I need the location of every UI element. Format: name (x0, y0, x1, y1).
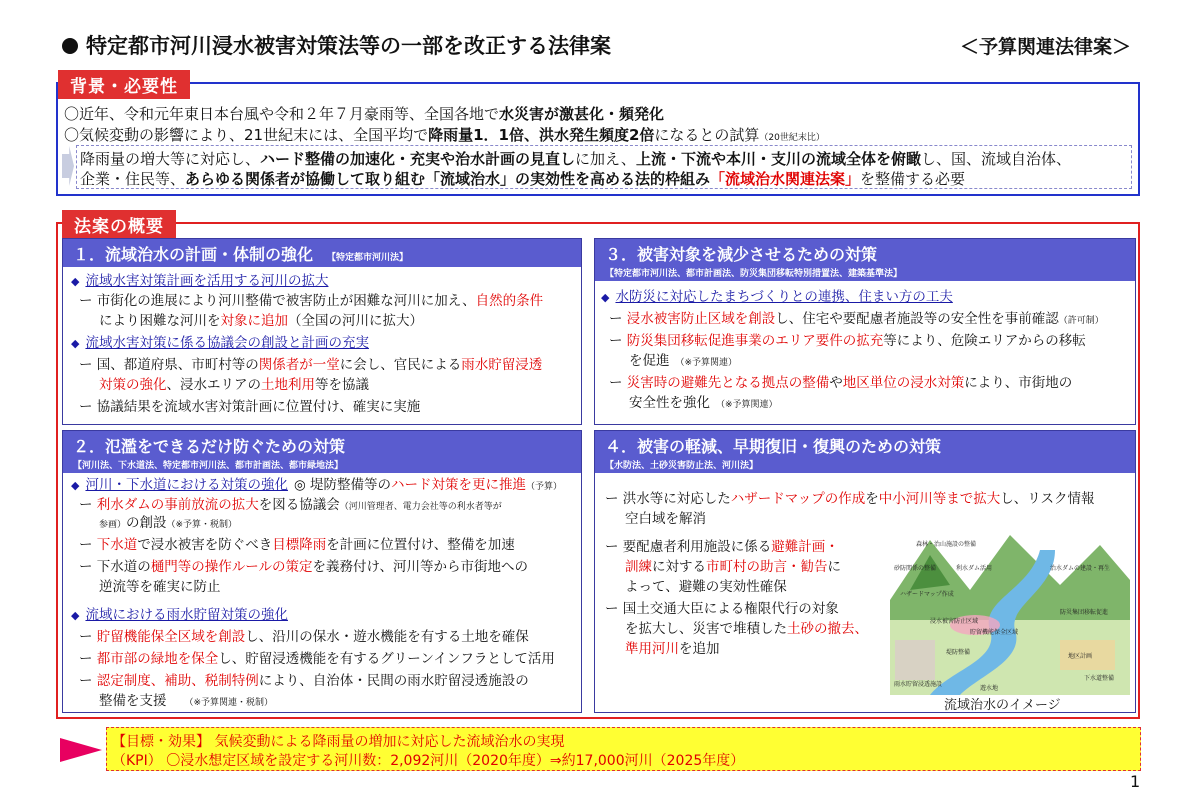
background-line-2 (64, 124, 825, 145)
text-highlight: 貯留機能保全区域を創設 (96, 629, 246, 645)
diamond-icon: ◆ (71, 275, 80, 288)
item-row (605, 489, 1095, 509)
text: 降雨量の増大等に対応し、 (80, 150, 261, 168)
item-row (625, 577, 787, 597)
item-row (79, 291, 543, 311)
item-row (99, 577, 221, 597)
panel-2 (62, 430, 582, 713)
text-note: （許可制） (1058, 316, 1104, 326)
text: により、自治体・民間の雨水貯留浸透施設の (258, 673, 529, 689)
text: ー (79, 537, 97, 553)
text: 空白域を解消 (625, 511, 706, 527)
text: を義務付け、河川等から市街地への (312, 559, 528, 575)
text: し、沿川の保水・遊水機能を有する土地を確保 (245, 629, 529, 645)
text-highlight: 地区単位の浸水対策 (842, 375, 965, 391)
item-row (609, 373, 1072, 393)
text-highlight: 災害時の避難先となる拠点の整備 (626, 375, 830, 391)
text-emphasis: 上流・下流や本川・支川の流域全体を俯瞰 (635, 150, 921, 168)
text: や (829, 375, 843, 391)
label-dam-use: 利水ダム活用 (956, 565, 993, 572)
arrow-right-icon (60, 738, 102, 762)
item-row (625, 639, 720, 659)
item-row (625, 557, 841, 577)
text: を (865, 491, 879, 507)
item-row (605, 537, 839, 557)
text: し、リスク情報 (1000, 491, 1095, 507)
panel-1 (62, 238, 582, 425)
text: ◎ 堤防整備等の (293, 477, 392, 493)
item-row (629, 351, 737, 373)
text-emphasis: ハード整備の加速化・充実や治水計画の見直し (260, 150, 576, 168)
item-row (625, 509, 706, 529)
text: に対する (652, 559, 706, 575)
text: ー (609, 375, 627, 391)
bullet-icon (62, 38, 78, 54)
item-row (79, 557, 528, 577)
panel-title-text: ４．被害の軽減、早期復旧・復興のための対策 (605, 437, 942, 456)
background-line-1 (64, 103, 664, 124)
page-subtitle: ＜予算関連法律案＞ (960, 36, 1132, 58)
river-basin-illustration (890, 530, 1130, 695)
panel-title (63, 431, 581, 473)
item-row (99, 375, 369, 395)
heading: 流域水害対策計画を活用する河川の拡大 (85, 273, 329, 289)
text: ー 市街化の進展により河川整備で被害防止が困難な河川に加え、 (79, 293, 476, 309)
label-sewer: 下水道整備 (1084, 675, 1115, 682)
text: 、浸水エリアの (166, 377, 261, 393)
label-levee: 堤防整備 (946, 649, 971, 656)
text-highlight: 防災集団移転促進事業のエリア要件の拡充 (626, 333, 884, 349)
text: ー (79, 629, 97, 645)
text: 安全性を強化 (629, 395, 710, 411)
text-note: （※予算・税制） (166, 520, 238, 530)
panel-title (595, 431, 1135, 473)
heading: 水防災に対応したまちづくりとの連携、住まい方の工夫 (615, 289, 953, 305)
illustration-caption: 流域治水のイメージ (944, 698, 1061, 713)
text: ー 国、都道府県、市町村等の (79, 357, 259, 373)
text: よって、避難の実効性確保 (625, 579, 787, 595)
text: ー (609, 333, 627, 349)
background-label: 背景・必要性 (58, 70, 190, 99)
panel-title-text: ３．被害対象を減少させるための対策 (605, 245, 878, 264)
page-number: 1 (1130, 772, 1141, 791)
text: ー 協議結果を流域水害対策計画に位置付け、確実に実施 (79, 399, 421, 415)
text: ー 要配慮者利用施設に係る (605, 539, 772, 555)
text-highlight: 関係者が一堂 (258, 357, 340, 373)
text-note: （※予算関連） (675, 358, 738, 368)
panel-title (63, 239, 581, 267)
text-highlight: 避難計画・ (771, 539, 839, 555)
label-forest: 森林・治山施設の整備 (916, 541, 977, 548)
kpi-goal: 【目標・効果】 気候変動による降雨量の増加に対応した流域治水の実現 (112, 734, 565, 750)
item-row (625, 619, 868, 639)
label-district: 地区計画 (1068, 653, 1093, 660)
text: で浸水被害を防ぐべき (137, 537, 273, 553)
text: （全国の河川に拡大） (288, 313, 423, 329)
text: により、市街地の (964, 375, 1073, 391)
text-note: （河川管理者、電力会社等の利水者等が (339, 502, 502, 512)
text-highlight: 土砂の撤去、 (787, 621, 868, 637)
diamond-icon: ◆ (71, 609, 80, 622)
text: し、国、流域自治体、 (920, 150, 1071, 168)
label-sabo: 砂防関係の整備 (894, 565, 937, 572)
label-rainwater: 雨水貯留浸透施設 (894, 681, 943, 688)
text: ー (609, 311, 627, 327)
label-hazard-map: ハザードマップ作成 (900, 591, 954, 598)
text-note: 参画） (99, 520, 127, 530)
overview-label: 法案の概要 (62, 210, 176, 239)
item-row (79, 649, 555, 669)
text: ー (79, 651, 97, 667)
label-retention: 遊水地 (980, 685, 999, 692)
item-row (609, 309, 1104, 331)
text-emphasis: あらゆる関係者が協働して取り組む「流域治水」の実効性を高める法的枠組み (185, 170, 711, 188)
text: ー 国土交通大臣による権限代行の対象 (605, 601, 839, 617)
item-row (99, 311, 423, 331)
background-line-3 (80, 148, 1071, 169)
text: し、住宅や要配慮者施設等の安全性を事前確認 (775, 311, 1059, 327)
page-title (62, 30, 611, 60)
text-highlight: 準用河川 (625, 641, 679, 657)
page-title-text: 特定都市河川浸水被害対策法等の一部を改正する法律案 (86, 34, 611, 58)
item-row (609, 331, 1086, 351)
text-emphasis: 水災害が激甚化・頻発化 (499, 105, 665, 123)
panel-3 (594, 238, 1136, 425)
text-note: （20世紀末比） (759, 133, 825, 143)
diamond-icon: ◆ (601, 291, 610, 304)
heading-row (601, 287, 953, 308)
text-highlight: ハザードマップの作成 (730, 491, 866, 507)
item-row (99, 691, 273, 713)
text-highlight: 「流域治水関連法案」 (710, 170, 861, 188)
text: を拡大し、災害で堆積した (625, 621, 787, 637)
item-row (79, 397, 420, 417)
text-note: （※予算関連・税制） (184, 698, 274, 708)
text: を図る協議会 (258, 497, 340, 513)
text-highlight: 訓練 (625, 559, 652, 575)
text: の創設 (126, 515, 167, 531)
heading: 河川・下水道における対策の強化 (85, 477, 288, 493)
panel-title-text: １．流域治水の計画・体制の強化 (73, 245, 314, 264)
text-note: （予算） (526, 482, 563, 492)
text: 〇気候変動の影響により、21世紀末には、全国平均で (64, 126, 429, 144)
text: ー (79, 673, 97, 689)
diamond-icon: ◆ (71, 479, 80, 492)
text: を計画に位置付け、整備を加速 (326, 537, 515, 553)
text-highlight: 目標降雨 (272, 537, 327, 553)
text: を促進 (629, 353, 670, 369)
text-highlight: 自然的条件 (475, 293, 544, 309)
item-row (605, 599, 839, 619)
item-row (79, 671, 529, 691)
text: 企業・住民等、 (80, 170, 186, 188)
item-row (99, 513, 237, 535)
text: を追加 (679, 641, 720, 657)
text: し、貯留浸透機能を有するグリーンインフラとして活用 (218, 651, 555, 667)
heading-row (71, 271, 328, 292)
item-row (79, 355, 542, 375)
item-row (79, 535, 515, 555)
text: 等を協議 (315, 377, 369, 393)
heading-row (71, 333, 369, 354)
text: に会し、官民による (339, 357, 462, 373)
panel-law: 【水防法、土砂災害防止法、河川法】 (605, 461, 759, 471)
text-highlight: ハード対策を更に推進 (391, 477, 527, 493)
text: ー 下水道の (79, 559, 151, 575)
heading: 流域における雨水貯留対策の強化 (85, 607, 288, 623)
text-highlight: 土地利用 (261, 377, 315, 393)
text: に (827, 559, 841, 575)
text-highlight: 市町村の助言・勧告 (706, 559, 828, 575)
text-highlight: 認定制度、補助、税制特例 (96, 673, 259, 689)
text-highlight: 下水道 (96, 537, 138, 553)
text: に加え、 (575, 150, 636, 168)
label-relocation: 防災集団移転促進 (1060, 609, 1109, 616)
text: 整備を支援 (99, 693, 167, 709)
text: ー 洪水等に対応した (605, 491, 731, 507)
city-block (895, 640, 935, 680)
label-dam-build: 治水ダムの建設・再生 (1050, 565, 1111, 572)
text: ー (79, 497, 97, 513)
item-row (79, 627, 529, 647)
panel-title (595, 239, 1135, 281)
kpi-indicator: （KPI） 〇浸水想定区域を設定する河川数：2,092河川（2020年度）⇒約17,000河川（2025年度） (112, 753, 745, 769)
panel-title-text: ２．氾濫をできるだけ防ぐための対策 (73, 437, 346, 456)
text-highlight: 浸水被害防止区域を創設 (626, 311, 776, 327)
panel-law: 【特定都市河川法】 (327, 253, 409, 263)
text: 逆流等を確実に防止 (99, 579, 221, 595)
text-highlight: 利水ダムの事前放流の拡大 (96, 497, 259, 513)
text: により困難な河川を (99, 313, 221, 329)
panel-law: 【特定都市河川法、都市計画法、防災集団移転特別措置法、建築基準法】 (605, 269, 903, 279)
text: 〇近年、令和元年東日本台風や令和２年７月豪雨等、全国各地で (64, 105, 500, 123)
heading: 流域水害対策に係る協議会の創設と計画の充実 (85, 335, 369, 351)
text-highlight: 都市部の緑地を保全 (96, 651, 219, 667)
label-inundation: 浸水被害防止区域 (930, 618, 979, 625)
text-note: （※予算関連） (716, 400, 778, 410)
background-line-4 (80, 168, 965, 189)
text-highlight: 中小河川等まで拡大 (878, 491, 1001, 507)
text-highlight: 対策の強化 (99, 377, 167, 393)
text: 等により、危険エリアからの移転 (883, 333, 1086, 349)
text-highlight: 樋門等の操作ルールの策定 (150, 559, 313, 575)
diamond-icon: ◆ (71, 337, 80, 350)
text: になるとの試算 (654, 126, 760, 144)
text: を整備する必要 (860, 170, 966, 188)
heading-row (71, 605, 288, 626)
text-highlight: 雨水貯留浸透 (461, 357, 543, 373)
text-emphasis: 降雨量1．1倍、洪水発生頻度2倍 (428, 126, 655, 144)
panel-law: 【河川法、下水道法、特定都市河川法、都市計画法、都市緑地法】 (73, 461, 344, 471)
text-highlight: 対象に追加 (220, 313, 288, 329)
label-storage: 貯留機能保全区域 (970, 629, 1019, 636)
item-row (629, 393, 778, 415)
heading-row (71, 475, 562, 497)
